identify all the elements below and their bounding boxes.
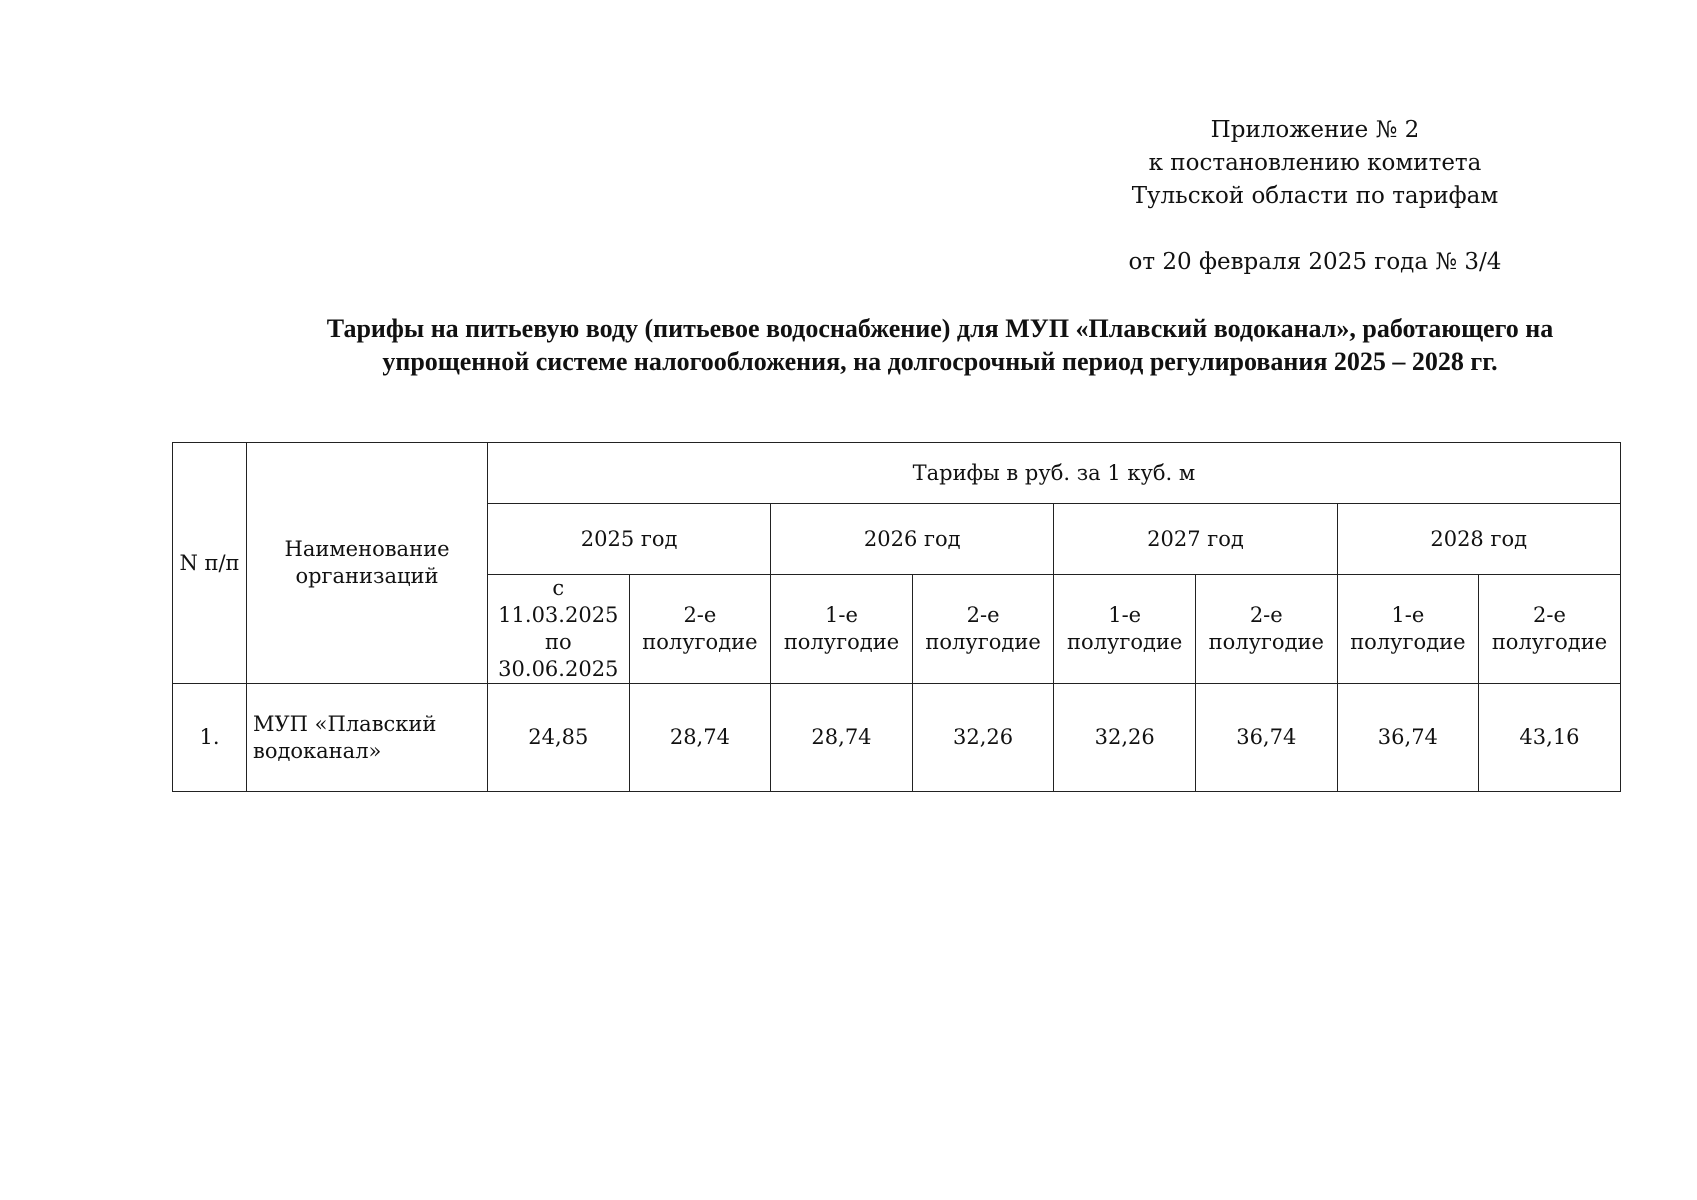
tariffs-table bbox=[172, 442, 1621, 792]
period-to-date: 30.06.2025 bbox=[498, 657, 619, 681]
header-period-2026-second bbox=[912, 575, 1054, 684]
table-row bbox=[173, 684, 1621, 792]
tariff-value: 36,74 bbox=[1195, 684, 1337, 792]
header-year-2028: 2028 год bbox=[1337, 504, 1620, 575]
period-to-word: по bbox=[544, 630, 572, 654]
period-index: 2-е bbox=[966, 603, 1000, 627]
tariff-value: 32,26 bbox=[912, 684, 1054, 792]
header-period-2027-first bbox=[1054, 575, 1196, 684]
period-word: полугодие bbox=[783, 630, 900, 654]
period-word: полугодие bbox=[642, 630, 758, 654]
header-period-2025-second bbox=[629, 575, 771, 684]
row-number: 1. bbox=[173, 684, 247, 792]
period-word: полугодие bbox=[1491, 630, 1608, 654]
period-from: с 11.03.2025 bbox=[498, 576, 619, 627]
header-organization: Наименование организаций bbox=[247, 443, 488, 684]
document-title bbox=[200, 312, 1680, 378]
title-line-1: Тарифы на питьевую воду (питьевое водоснабжение) для МУП «Плавский водоканал», работающего на bbox=[326, 314, 1554, 343]
appendix-block bbox=[1090, 114, 1540, 279]
header-period-2028-second bbox=[1479, 575, 1621, 684]
header-year-2026: 2026 год bbox=[771, 504, 1054, 575]
header-number: N п/п bbox=[173, 443, 247, 684]
period-word: полугодие bbox=[1208, 630, 1324, 654]
period-word: полугодие bbox=[1350, 630, 1466, 654]
organization-name: МУП «Плавский водоканал» bbox=[247, 684, 488, 792]
period-word: полугодие bbox=[1067, 630, 1183, 654]
header-tariffs: Тарифы в руб. за 1 куб. м bbox=[488, 443, 1621, 504]
period-index: 1-е bbox=[825, 603, 858, 627]
tariff-value: 36,74 bbox=[1337, 684, 1479, 792]
header-period-2027-second bbox=[1195, 575, 1337, 684]
tariff-value: 28,74 bbox=[771, 684, 913, 792]
header-period-2025-first bbox=[488, 575, 630, 684]
header-year-2025: 2025 год bbox=[488, 504, 771, 575]
period-index: 1-е bbox=[1391, 603, 1425, 627]
appendix-line-4: от 20 февраля 2025 года № 3/4 bbox=[1128, 249, 1502, 275]
header-year-2027: 2027 год bbox=[1054, 504, 1337, 575]
tariff-value: 32,26 bbox=[1054, 684, 1196, 792]
tariff-value: 28,74 bbox=[629, 684, 771, 792]
appendix-spacer bbox=[1090, 213, 1540, 246]
period-index: 2-е bbox=[683, 603, 717, 627]
tariff-value: 43,16 bbox=[1479, 684, 1621, 792]
period-word: полугодие bbox=[925, 630, 1041, 654]
header-period-2026-first bbox=[771, 575, 913, 684]
appendix-line-1: Приложение № 2 bbox=[1210, 117, 1420, 143]
title-line-2: упрощенной системе налогообложения, на долгосрочный период регулирования 2025 – 2028 гг. bbox=[382, 347, 1498, 376]
period-index: 1-е bbox=[1108, 603, 1142, 627]
header-period-2028-first bbox=[1337, 575, 1479, 684]
period-index: 2-е bbox=[1533, 603, 1566, 627]
appendix-line-2: к постановлению комитета bbox=[1148, 150, 1482, 176]
tariff-value: 24,85 bbox=[488, 684, 630, 792]
period-index: 2-е bbox=[1249, 603, 1283, 627]
appendix-line-3: Тульской области по тарифам bbox=[1131, 183, 1499, 209]
